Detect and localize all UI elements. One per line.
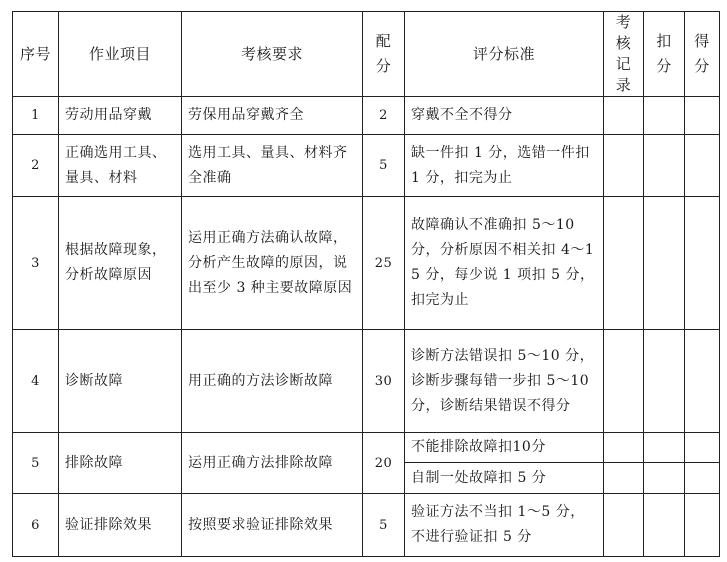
record-cell[interactable] [604, 135, 644, 197]
row-requirement: 运用正确方法排除故障 [182, 433, 363, 494]
row-item: 劳动用品穿戴 [59, 97, 182, 135]
record-cell[interactable] [604, 433, 644, 463]
row-no: 1 [13, 97, 59, 135]
row-no: 5 [13, 433, 59, 494]
header-record [604, 12, 644, 97]
record-cell[interactable] [604, 97, 644, 135]
row-requirement: 选用工具、量具、材料齐全准确 [182, 135, 363, 197]
record-cell[interactable] [604, 197, 644, 330]
header-deduct: 扣分 [644, 12, 685, 97]
header-no: 序号 [13, 12, 59, 97]
gain-cell[interactable] [685, 197, 720, 330]
row-standard: 故障确认不准确扣 5～10 分，分析原因不相关扣 4～15 分，每少说 1 项扣 5 分，扣完为止 [405, 197, 604, 330]
gain-cell[interactable] [685, 97, 720, 135]
row-standard: 诊断方法错误扣 5～10 分，诊断步骤每错一步扣 5～10 分，诊断结果错误不得分 [405, 330, 604, 433]
table-row [13, 135, 720, 197]
deduct-cell[interactable] [644, 135, 685, 197]
gain-cell[interactable] [685, 135, 720, 197]
deduct-cell[interactable] [644, 330, 685, 433]
gain-cell[interactable] [685, 494, 720, 557]
row-requirement: 用正确的方法诊断故障 [182, 330, 363, 433]
row-score: 2 [363, 97, 405, 135]
row-item: 正确选用工具、量具、材料 [59, 135, 182, 197]
gain-cell[interactable] [685, 463, 720, 494]
row-score: 30 [363, 330, 405, 433]
header-score: 配分 [363, 12, 405, 97]
deduct-cell[interactable] [644, 433, 685, 463]
row-item: 诊断故障 [59, 330, 182, 433]
row-requirement: 劳保用品穿戴齐全 [182, 97, 363, 135]
header-standard: 评分标准 [405, 12, 604, 97]
row-requirement: 按照要求验证排除效果 [182, 494, 363, 557]
row-no: 2 [13, 135, 59, 197]
deduct-cell[interactable] [644, 97, 685, 135]
table-row [13, 97, 720, 135]
row-no: 3 [13, 197, 59, 330]
row-standard: 穿戴不全不得分 [405, 97, 604, 135]
header-gain: 得分 [685, 12, 720, 97]
gain-cell[interactable] [685, 433, 720, 463]
assessment-table-container [12, 11, 719, 557]
table-row [13, 433, 720, 463]
table-row [13, 197, 720, 330]
row-score: 5 [363, 135, 405, 197]
deduct-cell[interactable] [644, 463, 685, 494]
header-row [13, 12, 720, 97]
row-standard: 不能排除故障扣10分 [405, 433, 604, 463]
row-score: 25 [363, 197, 405, 330]
table-row [13, 494, 720, 557]
row-item: 排除故障 [59, 433, 182, 494]
row-score: 20 [363, 433, 405, 494]
row-score: 5 [363, 494, 405, 557]
record-cell[interactable] [604, 330, 644, 433]
deduct-cell[interactable] [644, 494, 685, 557]
header-requirement: 考核要求 [182, 12, 363, 97]
row-standard: 自制一处故障扣 5 分 [405, 463, 604, 494]
record-cell[interactable] [604, 494, 644, 557]
row-item: 验证排除效果 [59, 494, 182, 557]
header-record-line1: 考核 [615, 13, 632, 52]
table-row [13, 330, 720, 433]
gain-cell[interactable] [685, 330, 720, 433]
assessment-table [12, 11, 720, 557]
deduct-cell[interactable] [644, 197, 685, 330]
row-no: 6 [13, 494, 59, 557]
row-no: 4 [13, 330, 59, 433]
row-standard: 缺一件扣 1 分，选错一件扣 1 分，扣完为止 [405, 135, 604, 197]
row-item: 根据故障现象，分析故障原因 [59, 197, 182, 330]
header-record-line2: 记录 [615, 55, 632, 94]
row-requirement: 运用正确方法确认故障，分析产生故障的原因，说出至少 3 种主要故障原因 [182, 197, 363, 330]
header-item: 作业项目 [59, 12, 182, 97]
record-cell[interactable] [604, 463, 644, 494]
row-standard: 验证方法不当扣 1～5 分，不进行验证扣 5 分 [405, 494, 604, 557]
